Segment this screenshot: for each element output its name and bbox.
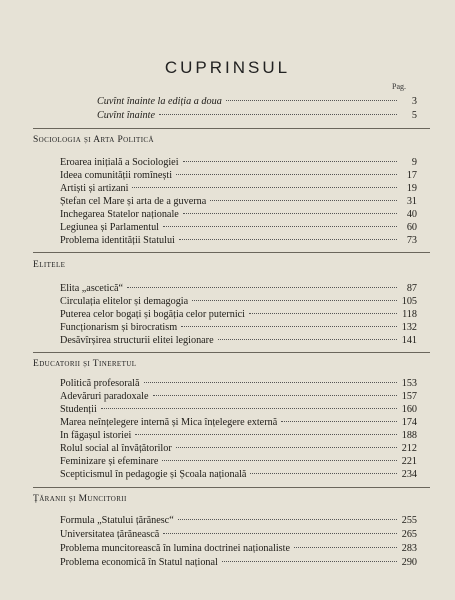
toc-entry [60,417,417,430]
entry-page: 265 [401,529,417,540]
dot-leader [183,161,397,162]
entry-page: 234 [401,469,417,480]
entry-page: 283 [401,543,417,554]
dot-leader [163,533,397,534]
entry-page: 118 [402,309,417,320]
toc-entry [60,296,417,309]
section-heading: Educatorii și Tineretul [33,359,137,369]
dot-leader [176,174,397,175]
entry-page: 17 [406,170,417,181]
entry-page: 60 [406,222,417,233]
entry-title: In făgașul istoriei [60,430,132,441]
dot-leader [222,561,397,562]
dot-leader [101,408,397,409]
entry-title: Problema muncitorească în lumina doctrinei naționaliste [60,543,290,554]
entry-title: Marea neînțelegere internă și Mica înțelegere externă [60,417,278,428]
dot-leader [163,226,397,227]
entry-page: 19 [406,183,417,194]
section-divider [33,487,430,488]
toc-entry [60,443,417,456]
entry-page: 105 [401,296,417,307]
entry-title: Feminizare și efeminare [60,456,159,467]
entry-title: Ștefan cel Mare și arta de a guverna [60,196,207,207]
toc-entry [60,309,417,322]
dot-leader [178,519,397,520]
entry-page: 212 [401,443,417,454]
entry-page: 3 [411,96,417,107]
entry-page: 87 [406,283,417,294]
section-divider [33,128,430,129]
toc-entry [60,235,417,248]
entry-title: Legiunea și Parlamentul [60,222,160,233]
dot-leader [144,382,398,383]
entry-title: Inchegarea Statelor naționale [60,209,179,220]
toc-entry [60,322,417,335]
toc-entry [97,96,417,109]
toc-entry [60,378,417,391]
toc-entry [60,404,417,417]
entry-page: 255 [401,515,417,526]
dot-leader [183,213,397,214]
dot-leader [132,187,397,188]
dot-leader [210,200,397,201]
dot-leader [179,239,397,240]
toc-entry [60,456,417,469]
dot-leader [250,473,397,474]
dot-leader [249,313,397,314]
entry-page: 132 [401,322,417,333]
toc-entry [60,430,417,443]
entry-page: 188 [401,430,417,441]
dot-leader [135,434,397,435]
toc-entry [97,110,417,123]
toc-entry [60,529,417,542]
entry-page: 160 [401,404,417,415]
entry-title: Desăvîrșirea structurii elitei legionare [60,335,214,346]
toc-entry [60,170,417,183]
dot-leader [294,547,397,548]
toc-entry [60,515,417,528]
toc-entry [60,196,417,209]
entry-page: 221 [401,456,417,467]
toc-entry [60,222,417,235]
toc-entry [60,543,417,556]
entry-title: Universitatea țărănească [60,529,160,540]
entry-page: 174 [401,417,417,428]
page-column-label: Pag. [392,82,406,91]
entry-page: 73 [406,235,417,246]
dot-leader [192,300,397,301]
entry-title: Formula „Statului țărănesc“ [60,515,174,526]
section-heading: Țăranii și Muncitorii [33,494,127,504]
entry-title: Scepticismul în pedagogie și Școala națională [60,469,247,480]
dot-leader [176,447,397,448]
entry-title: Funcționarism și birocratism [60,322,178,333]
entry-page: 40 [406,209,417,220]
dot-leader [181,326,397,327]
toc-entry [60,183,417,196]
entry-title: Eroarea inițială a Sociologiei [60,157,179,168]
entry-title: Adevăruri paradoxale [60,391,149,402]
section-divider [33,252,430,253]
section-heading: Elitele [33,260,66,270]
section-heading: Sociologia și Arta Politică [33,135,154,145]
dot-leader [218,339,397,340]
entry-title: Problema identității Statului [60,235,175,246]
entry-title: Puterea celor bogați și bogăția celor puternici [60,309,246,320]
page-title: CUPRINSUL [164,58,291,77]
entry-page: 157 [401,391,417,402]
entry-title: Ideea comunității romînești [60,170,173,181]
entry-title: Cuvînt înainte [97,110,156,121]
entry-page: 9 [411,157,417,168]
entry-page: 31 [406,196,417,207]
toc-entry [60,391,417,404]
toc-entry [60,209,417,222]
toc-entry [60,469,417,482]
dot-leader [281,421,397,422]
dot-leader [226,100,397,101]
toc-entry [60,335,417,348]
dot-leader [127,287,397,288]
entry-title: Studenții [60,404,97,415]
entry-title: Elita „ascetică“ [60,283,124,294]
entry-title: Cuvînt înainte la ediția a doua [97,96,222,107]
entry-page: 290 [401,557,417,568]
section-divider [33,352,430,353]
dot-leader [159,114,397,115]
entry-page: 141 [401,335,417,346]
entry-title: Problema economică în Statul național [60,557,218,568]
toc-entry [60,557,417,570]
entry-title: Politică profesorală [60,378,140,389]
entry-title: Circulația elitelor și demagogia [60,296,189,307]
toc-entry [60,157,417,170]
entry-title: Artiști și artizani [60,183,129,194]
dot-leader [153,395,397,396]
entry-title: Rolul social al învățătorilor [60,443,172,454]
entry-page: 153 [401,378,417,389]
entry-page: 5 [411,110,417,121]
toc-entry [60,283,417,296]
dot-leader [162,460,397,461]
